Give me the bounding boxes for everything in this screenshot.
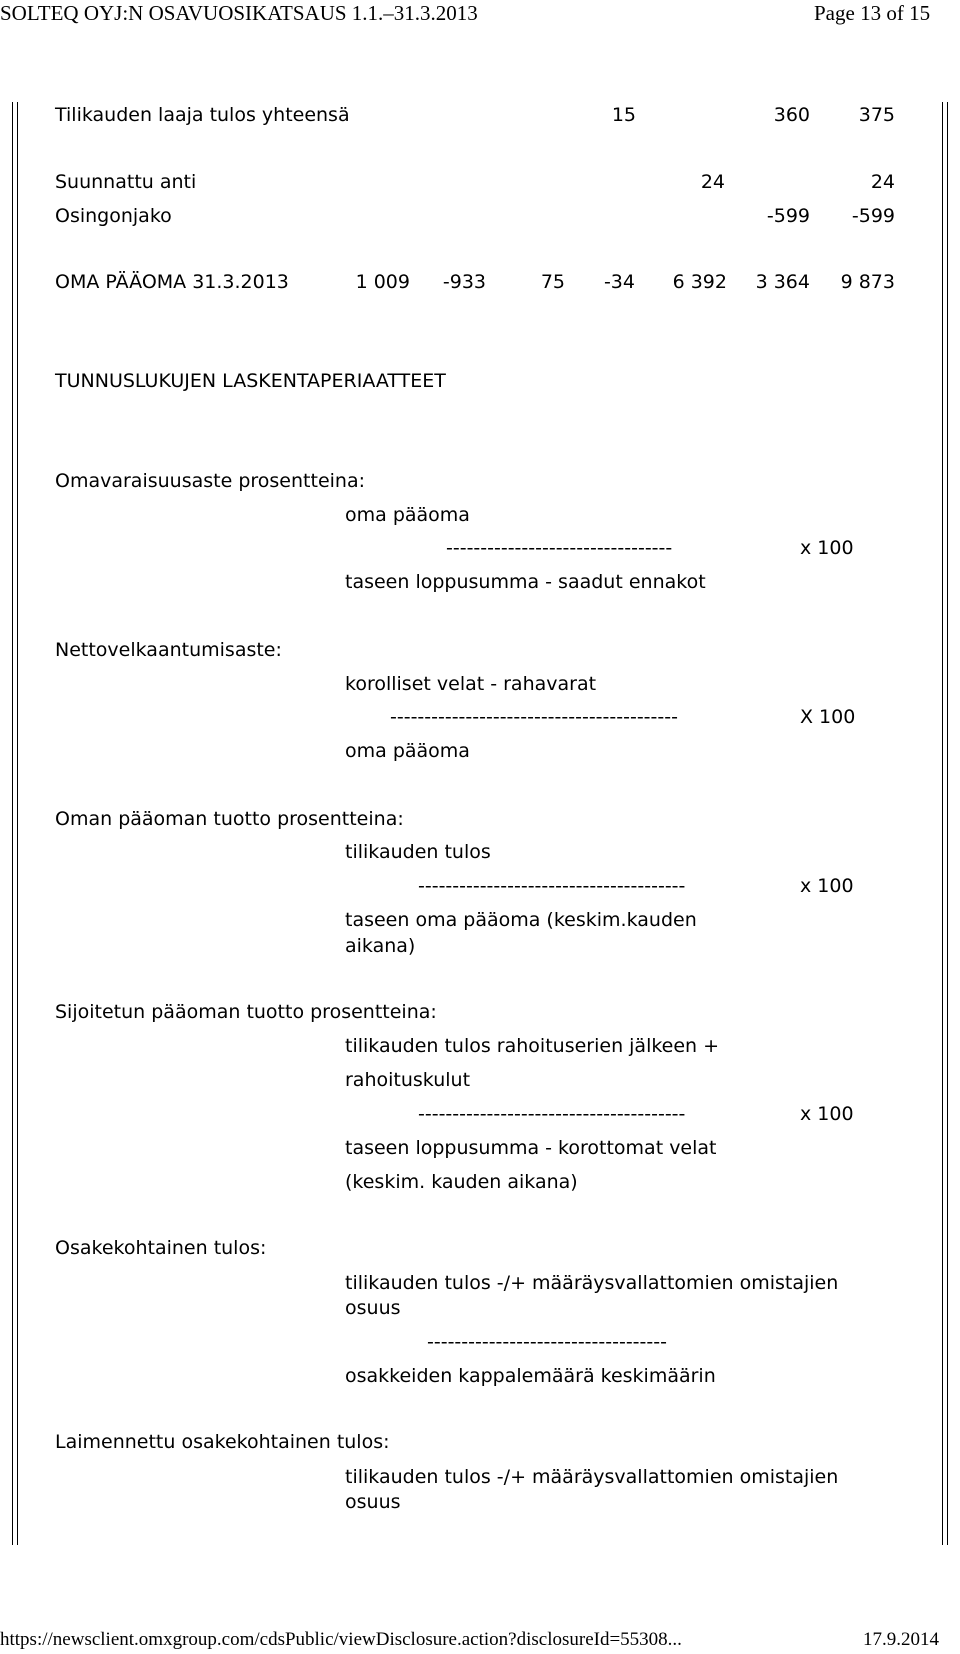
formula-label: Nettovelkaantumisaste: <box>55 639 282 661</box>
footer-url: https://newsclient.omxgroup.com/cdsPublic/viewDisclosure.action?disclosureId=55308... <box>0 1629 682 1650</box>
value-cell: -34 <box>603 271 635 293</box>
fraction-dashes: --------------------------------------- <box>418 875 686 897</box>
formula-denominator: taseen oma pääoma (keskim.kauden <box>345 909 697 931</box>
formula-label: Osakekohtainen tulos: <box>55 1237 267 1259</box>
formula-label: Oman pääoman tuotto prosentteina: <box>55 808 404 830</box>
formula-denominator: osakkeiden kappalemäärä keskimäärin <box>345 1365 716 1387</box>
section-heading: TUNNUSLUKUJEN LASKENTAPERIAATTEET <box>55 370 446 392</box>
value-cell: 24 <box>700 171 725 193</box>
fraction-dashes: --------------------------------- <box>446 537 673 559</box>
formula-multiplier: x 100 <box>800 537 854 559</box>
formula-numerator: tilikauden tulos <box>345 841 491 863</box>
formula-multiplier: x 100 <box>800 875 854 897</box>
formula-denominator: taseen loppusumma - saadut ennakot <box>345 571 706 593</box>
fraction-dashes: ----------------------------------- <box>427 1331 667 1353</box>
formula-numerator: tilikauden tulos rahoituserien jälkeen + <box>345 1035 720 1057</box>
fraction-dashes: ------------------------------------------ <box>390 706 678 728</box>
row-label: OMA PÄÄOMA 31.3.2013 <box>55 271 289 293</box>
footer-date: 17.9.2014 <box>863 1629 939 1650</box>
formula-denominator: (keskim. kauden aikana) <box>345 1171 578 1193</box>
formula-numerator: rahoituskulut <box>345 1069 471 1091</box>
value-cell: -933 <box>442 271 486 293</box>
formula-multiplier: X 100 <box>800 706 856 728</box>
value-cell: -599 <box>851 205 895 227</box>
formula-denominator: aikana) <box>345 935 416 957</box>
formula-numerator: tilikauden tulos -/+ määräysvallattomien omistajien <box>345 1272 839 1294</box>
value-cell: 3 364 <box>755 271 810 293</box>
page-number: Page 13 of 15 <box>814 1 931 25</box>
left-border-outer <box>12 102 13 1545</box>
value-cell: 360 <box>773 104 810 126</box>
right-border-outer <box>947 102 948 1545</box>
formula-multiplier: x 100 <box>800 1103 854 1125</box>
formula-numerator: tilikauden tulos -/+ määräysvallattomien omistajien <box>345 1466 839 1488</box>
value-cell: 375 <box>858 104 895 126</box>
formula-label: Laimennettu osakekohtainen tulos: <box>55 1431 390 1453</box>
fraction-dashes: --------------------------------------- <box>418 1103 686 1125</box>
row-label: Suunnattu anti <box>55 171 197 193</box>
formula-numerator: osuus <box>345 1297 401 1319</box>
row-label: Tilikauden laaja tulos yhteensä <box>55 104 350 126</box>
formula-numerator: korolliset velat - rahavarat <box>345 673 597 695</box>
left-border-inner <box>17 102 18 1545</box>
value-cell: 24 <box>870 171 895 193</box>
value-cell: 75 <box>540 271 565 293</box>
row-label: Osingonjako <box>55 205 172 227</box>
formula-denominator: oma pääoma <box>345 740 470 762</box>
right-border-inner <box>942 102 943 1545</box>
formula-denominator: taseen loppusumma - korottomat velat <box>345 1137 717 1159</box>
value-cell: 6 392 <box>672 271 727 293</box>
formula-label: Sijoitetun pääoman tuotto prosentteina: <box>55 1001 437 1023</box>
formula-numerator: osuus <box>345 1491 401 1513</box>
value-cell: 9 873 <box>840 271 895 293</box>
formula-label: Omavaraisuusaste prosentteina: <box>55 470 365 492</box>
value-cell: -599 <box>766 205 810 227</box>
document-title: SOLTEQ OYJ:N OSAVUOSIKATSAUS 1.1.–31.3.2013 <box>0 1 478 25</box>
formula-numerator: oma pääoma <box>345 504 470 526</box>
value-cell: 15 <box>611 104 636 126</box>
value-cell: 1 009 <box>355 271 410 293</box>
